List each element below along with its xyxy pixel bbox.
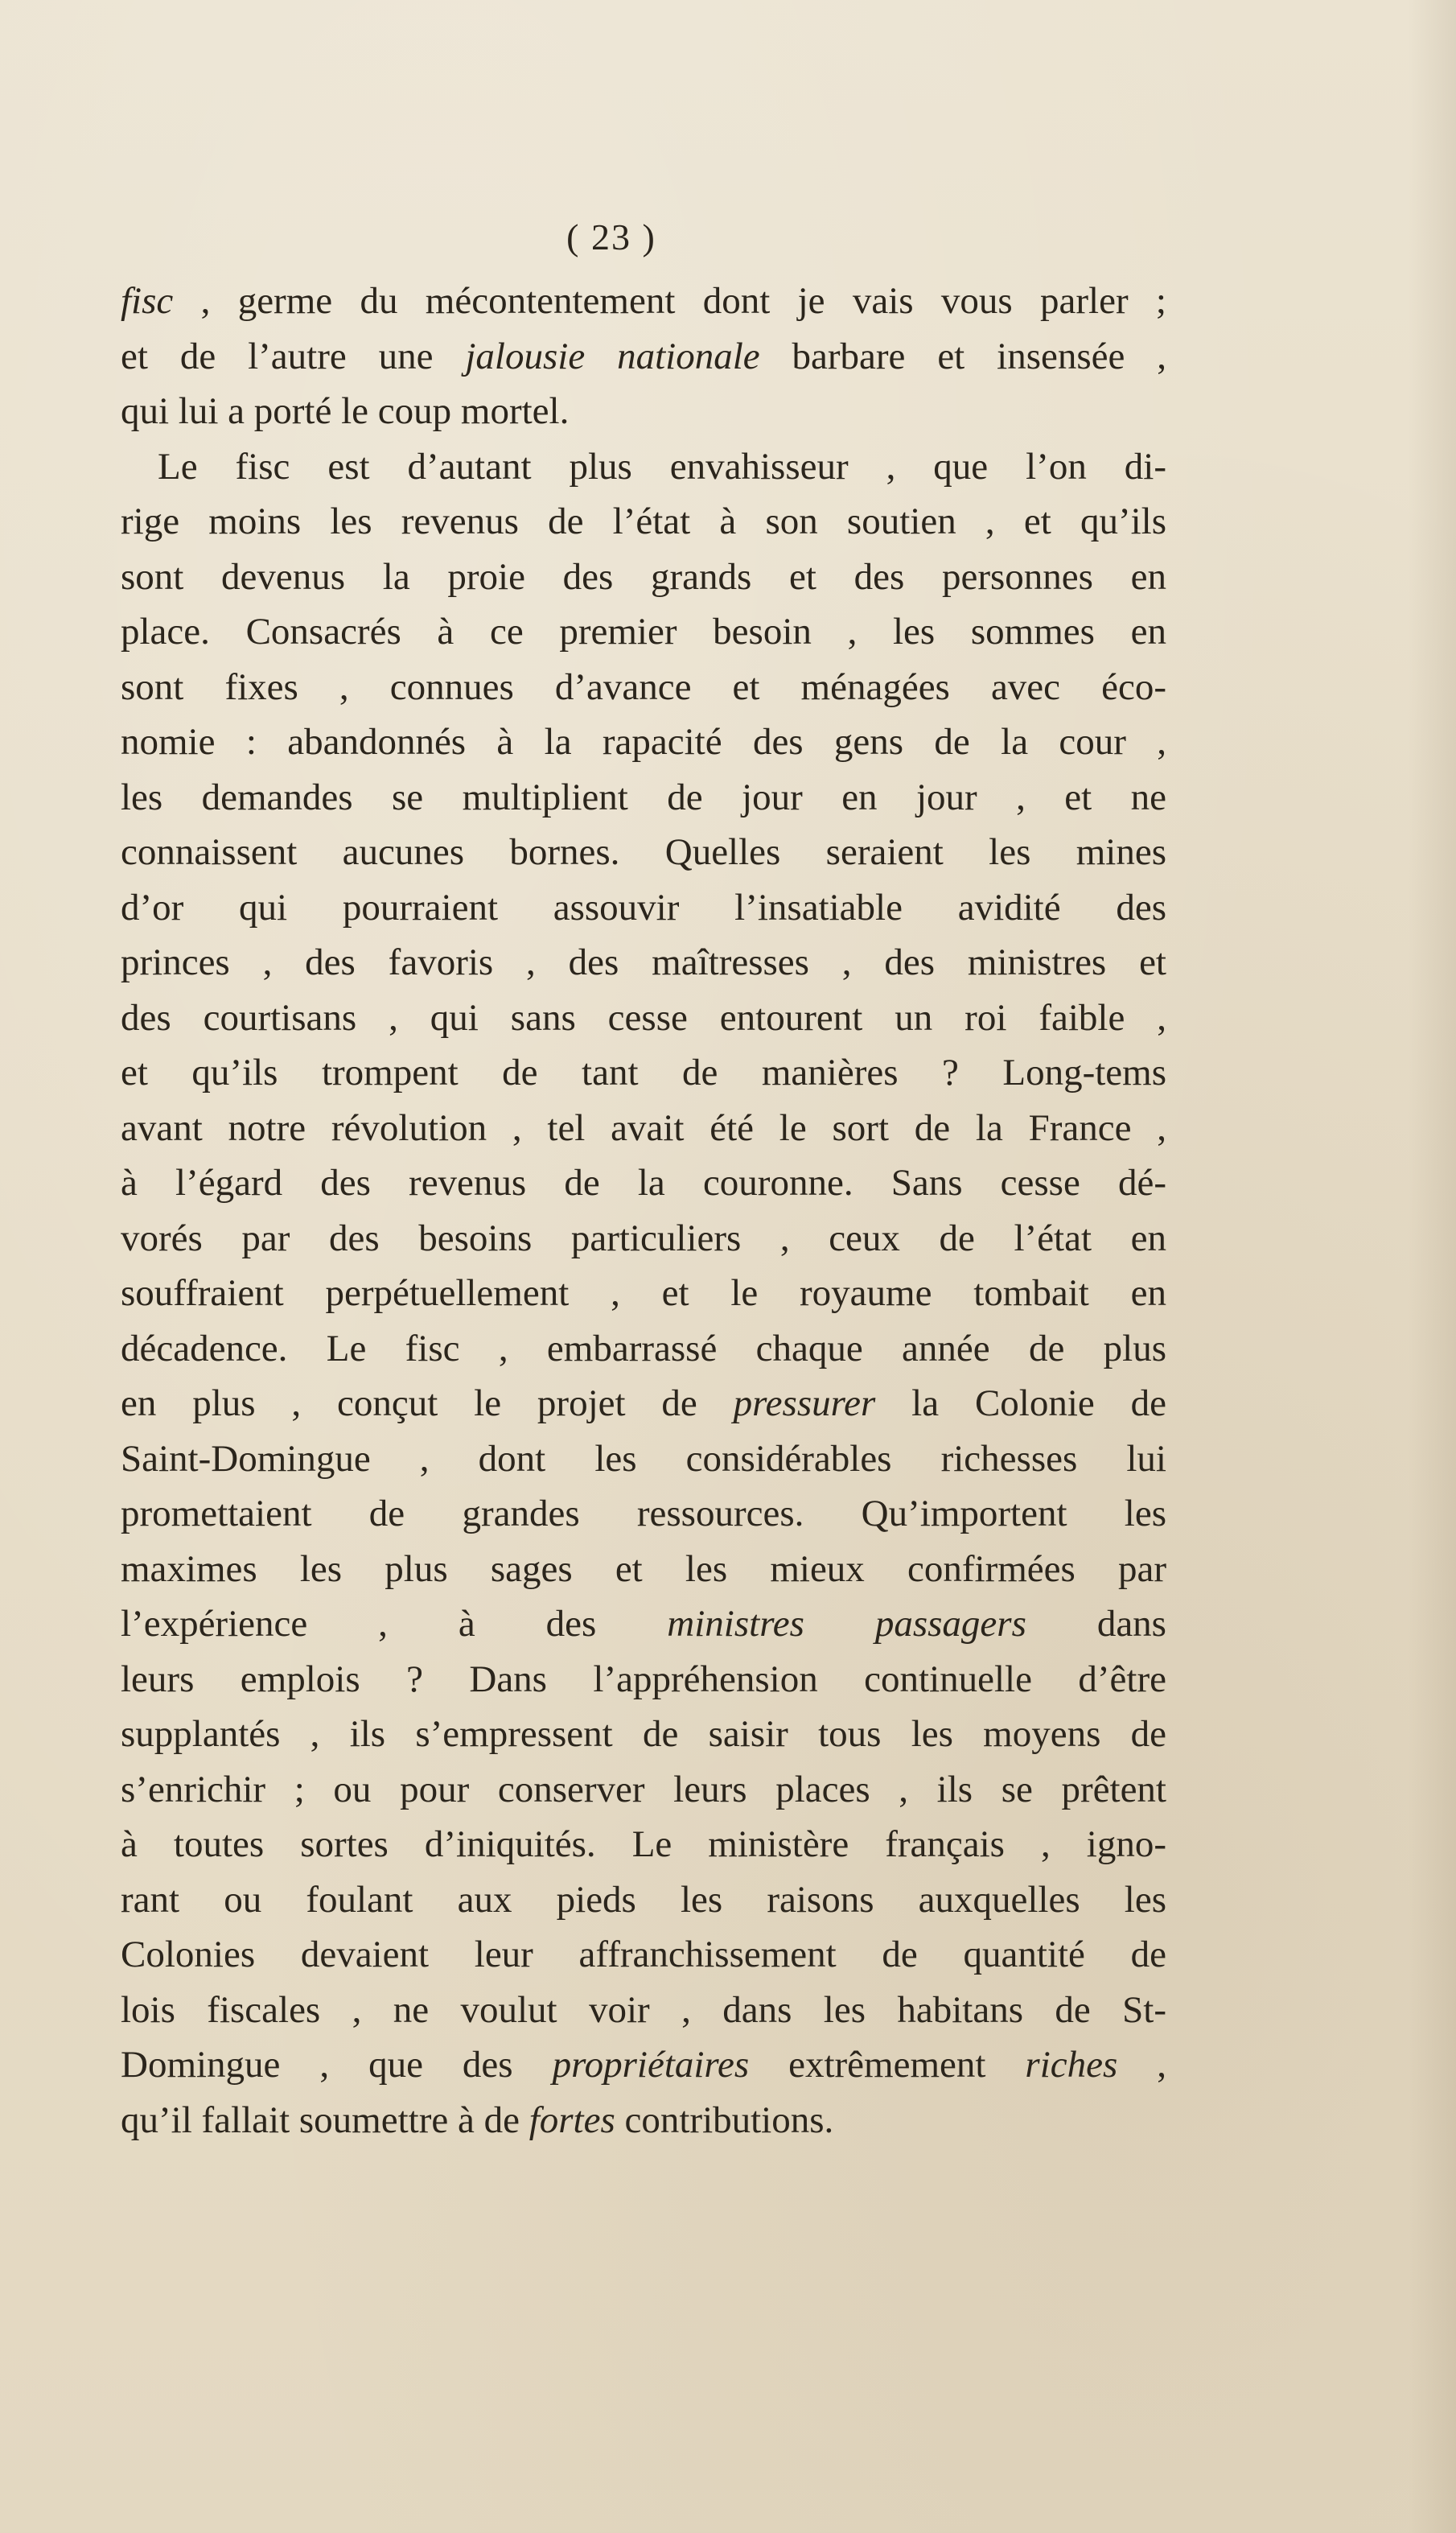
- text-line: [121, 329, 1166, 385]
- text-line: [121, 1266, 1166, 1321]
- text-line: [121, 715, 1166, 770]
- text-segment: décadence. Le fisc , embarrassé chaque année de plus: [121, 1327, 1166, 1369]
- text-line: [121, 1431, 1166, 1487]
- text-segment: la Colonie de: [875, 1382, 1166, 1424]
- text-segment: et de l’autre une: [121, 335, 466, 377]
- text-line: [121, 880, 1166, 936]
- text-segment: leurs emplois ? Dans l’appréhension continuelle d’être: [121, 1658, 1166, 1700]
- text-line: [121, 1542, 1166, 1597]
- text-segment: l’expérience , à des: [121, 1603, 668, 1645]
- text-segment: connaissent aucunes bornes. Quelles seraient les mines: [121, 831, 1166, 873]
- text-segment: maximes les plus sages et les mieux confirmées par: [121, 1547, 1166, 1590]
- page-edge-shadow: [1408, 0, 1456, 2533]
- text-line: [121, 2093, 1166, 2148]
- text-line: [121, 604, 1166, 660]
- text-segment: des courtisans , qui sans cesse entourent un roi faible ,: [121, 996, 1166, 1039]
- text-segment: avant notre révolution , tel avait été le sort de la France ,: [121, 1106, 1166, 1149]
- text-line: [121, 1762, 1166, 1818]
- text-segment: nomie : abandonnés à la rapacité des gens de la cour ,: [121, 721, 1166, 763]
- text-segment: rant ou foulant aux pieds les raisons auxquelles les: [121, 1878, 1166, 1921]
- text-line: [121, 1155, 1166, 1211]
- text-line: [121, 494, 1166, 550]
- text-segment: Colonies devaient leur affranchissement de quantité de: [121, 1934, 1166, 1975]
- text-line: [121, 1596, 1166, 1652]
- text-line: [121, 1101, 1166, 1156]
- text-line: [121, 1817, 1166, 1872]
- text-line: [121, 1652, 1166, 1707]
- text-segment: Saint-Domingue , dont les considérables richesses lui: [121, 1437, 1166, 1480]
- text-segment: qui lui a porté le coup mortel.: [121, 390, 570, 432]
- text-segment: promettaient de grandes ressources. Qu’importent les: [121, 1493, 1166, 1534]
- text-line: [121, 550, 1166, 605]
- text-segment: sont fixes , connues d’avance et ménagées avec éco-: [121, 665, 1166, 708]
- italic-text: riches: [1025, 2044, 1118, 2086]
- text-line: [121, 2037, 1166, 2093]
- italic-text: ministres passagers: [667, 1603, 1026, 1645]
- text-line: [121, 1486, 1166, 1542]
- text-line: [121, 439, 1166, 495]
- text-line: [121, 1983, 1166, 2038]
- text-line: [121, 1707, 1166, 1762]
- text-line: [121, 274, 1166, 329]
- text-segment: barbare et insensée ,: [759, 335, 1166, 377]
- text-line: [121, 935, 1166, 991]
- text-segment: à l’égard des revenus de la couronne. Sans cesse dé-: [121, 1162, 1166, 1204]
- text-segment: et qu’ils trompent de tant de manières ? Long-tems: [121, 1052, 1166, 1094]
- text-segment: contributions.: [615, 2098, 834, 2141]
- italic-text: fortes: [529, 2098, 615, 2141]
- text-segment: s’enrichir ; ou pour conserver leurs places , ils se prêtent: [121, 1768, 1166, 1810]
- text-segment: qu’il fallait soumettre à de: [121, 2098, 529, 2141]
- text-line: [121, 1321, 1166, 1377]
- text-segment: , germe du mécontentement dont je vais vous parler ;: [173, 280, 1166, 322]
- italic-text: fisc: [121, 280, 174, 322]
- text-line: [121, 825, 1166, 880]
- text-segment: vorés par des besoins particuliers , ceux de l’état en: [121, 1217, 1166, 1259]
- text-line: [121, 660, 1166, 715]
- text-line: [121, 1927, 1166, 1983]
- text-segment: place. Consacrés à ce premier besoin , les sommes en: [121, 611, 1166, 653]
- text-segment: d’or qui pourraient assouvir l’insatiable avidité des: [121, 886, 1166, 929]
- text-line: [121, 1872, 1166, 1928]
- text-line: [121, 770, 1166, 826]
- text-segment: ,: [1117, 2044, 1166, 2086]
- text-segment: souffraient perpétuellement , et le royaume tombait en: [121, 1272, 1166, 1314]
- text-segment: Le fisc est d’autant plus envahisseur , que l’on di-: [158, 445, 1166, 488]
- text-segment: Domingue , que des: [121, 2044, 553, 2086]
- text-segment: lois fiscales , ne voulut voir , dans les habitans de St-: [121, 1988, 1166, 2031]
- body-text: [121, 274, 1166, 2148]
- text-segment: supplantés , ils s’empressent de saisir tous les moyens de: [121, 1713, 1166, 1755]
- text-segment: en plus , conçut le projet de: [121, 1382, 734, 1424]
- text-line: [121, 1211, 1166, 1266]
- text-segment: sont devenus la proie des grands et des personnes en: [121, 555, 1166, 598]
- page-number: ( 23 ): [566, 216, 656, 257]
- italic-text: propriétaires: [552, 2044, 750, 2086]
- text-line: [121, 991, 1166, 1046]
- text-line: [121, 1376, 1166, 1431]
- text-line: [121, 1045, 1166, 1101]
- italic-text: pressurer: [733, 1382, 876, 1424]
- text-segment: extrêmement: [749, 2044, 1026, 2086]
- text-line: [121, 384, 1166, 439]
- italic-text: jalousie nationale: [465, 335, 760, 377]
- text-segment: à toutes sortes d’iniquités. Le ministère français , igno-: [121, 1823, 1166, 1865]
- text-segment: les demandes se multiplient de jour en jour , et ne: [121, 776, 1166, 818]
- text-segment: princes , des favoris , des maîtresses , des ministres et: [121, 941, 1166, 983]
- text-segment: dans: [1026, 1603, 1166, 1645]
- text-segment: rige moins les revenus de l’état à son soutien , et qu’ils: [121, 500, 1166, 542]
